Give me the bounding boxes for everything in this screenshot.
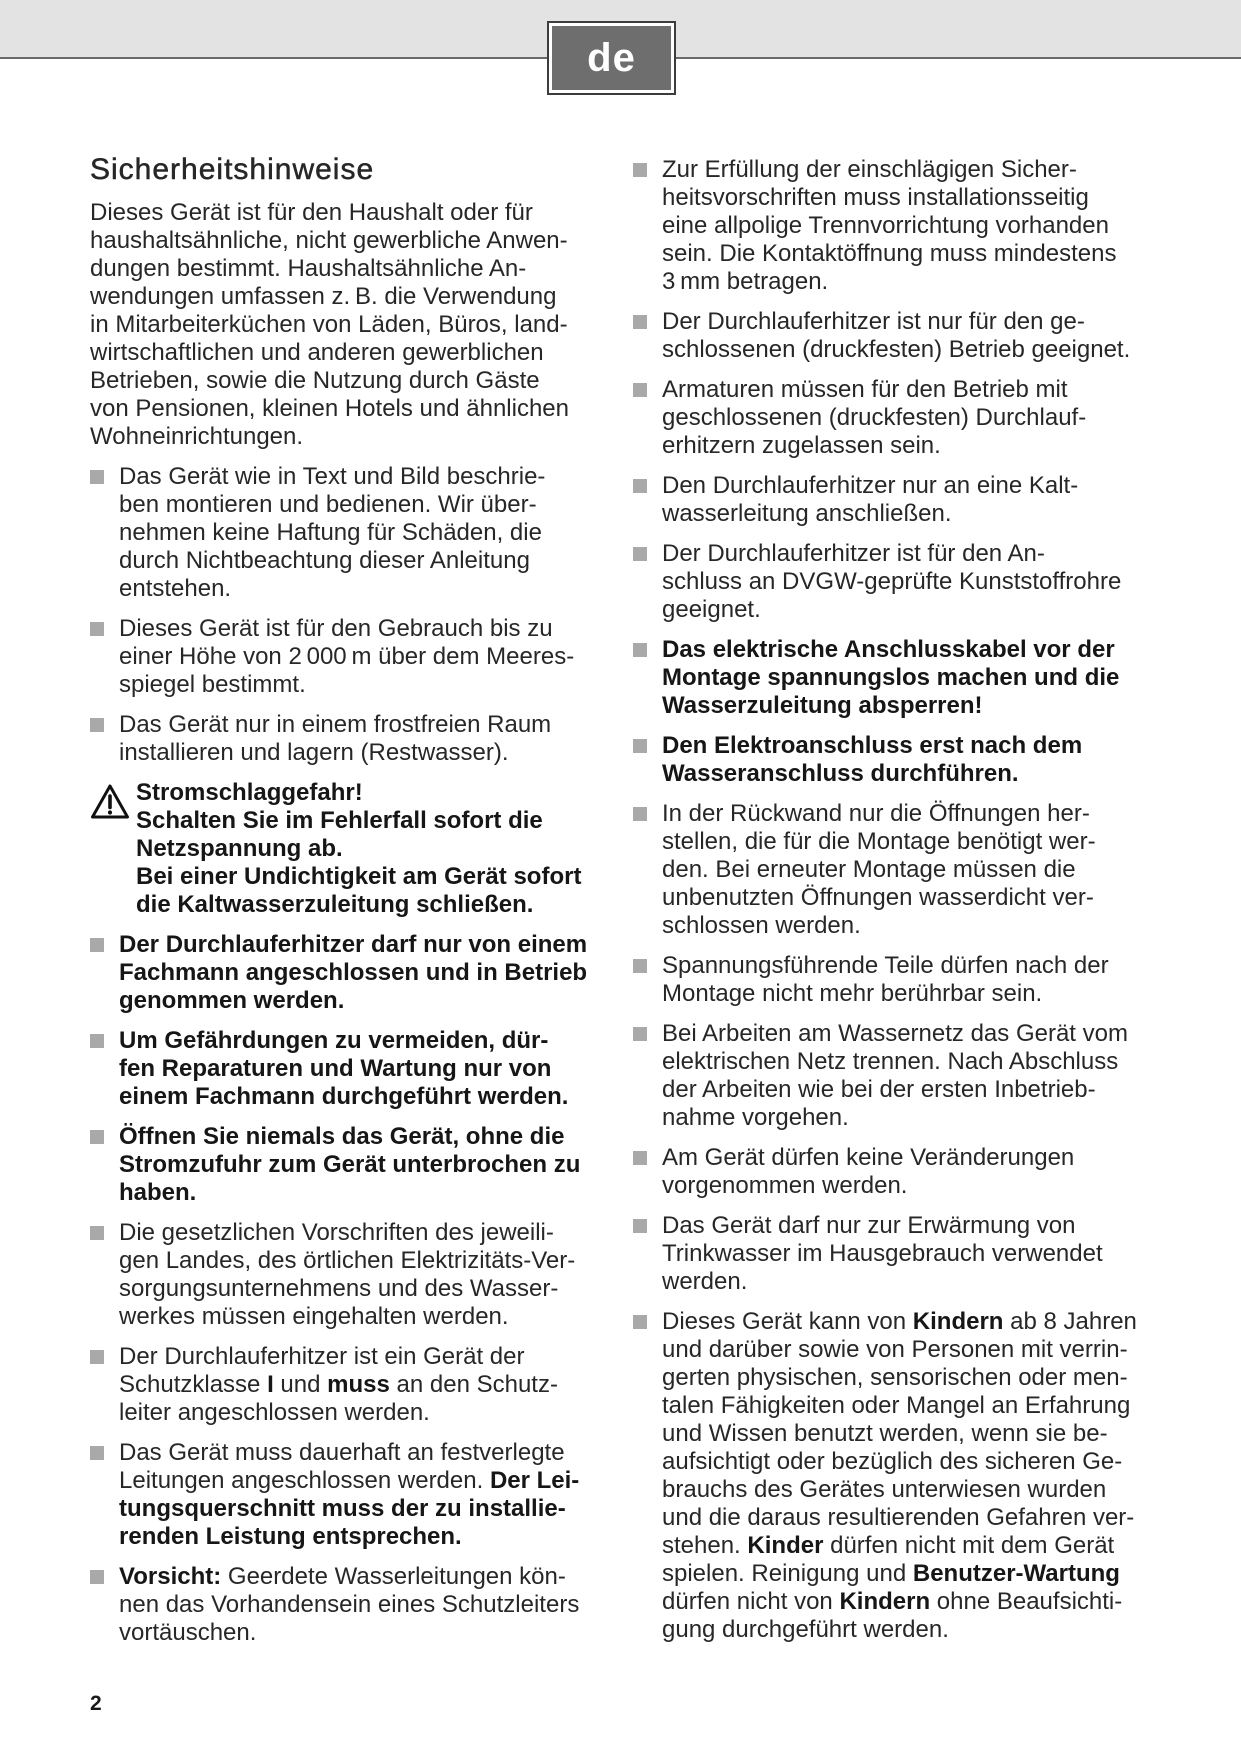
- text-line: Dieses Gerät ist für den Haushalt oder für: [90, 199, 533, 226]
- text-line: gung durchgeführt werden.: [662, 1616, 949, 1643]
- text-line: Netzspannung ab.: [136, 835, 343, 862]
- text-line: sorgungsunternehmens und des Wasser-: [119, 1275, 559, 1302]
- text-line: Schalten Sie im Fehlerfall sofort die: [136, 807, 543, 834]
- text-line: Bei Arbeiten am Wassernetz das Gerät vom: [662, 1020, 1128, 1047]
- text-line: nehmen keine Haftung für Schäden, die: [119, 519, 542, 546]
- text-line: dungen bestimmt. Haushaltsähnliche An-: [90, 255, 527, 282]
- text-line: wendungen umfassen z. B. die Verwendung: [90, 283, 557, 310]
- page-number: 2: [90, 1692, 102, 1715]
- bullet-text: [119, 1123, 610, 1207]
- text-line: Das Gerät wie in Text und Bild beschrie-: [119, 463, 546, 490]
- bullet-item: [633, 308, 1213, 364]
- text-line: 3 mm betragen.: [662, 268, 829, 295]
- text-run: ab 8 Jahren: [1003, 1308, 1137, 1335]
- text-line: Bei einer Undichtigkeit am Gerät sofort: [136, 863, 582, 890]
- bullet-item: [90, 1439, 610, 1551]
- text-line: nen das Vorhandensein eines Schutzleiters: [119, 1591, 580, 1618]
- text-run: und: [273, 1371, 328, 1398]
- text-run: an den Schutz-: [389, 1371, 558, 1398]
- text-line: installieren und lagern (Restwasser).: [119, 739, 509, 766]
- text-line: [119, 1371, 610, 1399]
- text-line: Stromschlaggefahr!: [136, 779, 363, 806]
- text-line: [119, 1467, 610, 1495]
- bullet-text: [662, 156, 1213, 296]
- text-line: leiter angeschlossen werden.: [119, 1399, 430, 1426]
- bullet-square-icon: [90, 718, 104, 732]
- bullet-square-icon: [633, 807, 647, 821]
- text-run: Schutzklasse: [119, 1371, 268, 1398]
- text-run: Dieses Gerät kann von: [662, 1308, 913, 1335]
- bullet-item: [90, 1563, 610, 1647]
- text-line: Montage nicht mehr berührbar sein.: [662, 980, 1043, 1007]
- text-line: werkes müssen eingehalten werden.: [119, 1303, 509, 1330]
- bullet-square-icon: [633, 383, 647, 397]
- text-line: Das Gerät darf nur zur Erwärmung von: [662, 1212, 1076, 1239]
- text-line: von Pensionen, kleinen Hotels und ähnlichen: [90, 395, 570, 422]
- bullet-text: [662, 1308, 1213, 1644]
- bullet-text: [119, 1439, 610, 1551]
- text-line: Den Durchlauferhitzer nur an eine Kalt-: [662, 472, 1079, 499]
- bold-text: Vorsicht:: [119, 1563, 222, 1590]
- text-line: Armaturen müssen für den Betrieb mit: [662, 376, 1068, 403]
- bullet-text: [662, 472, 1213, 528]
- bold-text: Kindern: [912, 1308, 1004, 1335]
- bullet-text: [662, 636, 1213, 720]
- text-line: heitsvorschriften muss installationsseitig: [662, 184, 1089, 211]
- text-line: gen Landes, des örtlichen Elektrizitäts-Ver-: [119, 1247, 576, 1274]
- text-line: Das Gerät nur in einem frostfreien Raum: [119, 711, 552, 738]
- language-code: de: [587, 35, 636, 80]
- bold-text: Kindern: [839, 1588, 931, 1615]
- bullet-text: [119, 463, 610, 603]
- text-line: Wohneinrichtungen.: [90, 423, 304, 450]
- warning-text: [136, 779, 610, 919]
- bullet-item: [633, 1212, 1213, 1296]
- bullet-item: [90, 1343, 610, 1427]
- bullet-item: [90, 931, 610, 1015]
- bullet-square-icon: [633, 1151, 647, 1165]
- bullet-square-icon: [633, 739, 647, 753]
- bullet-text: [662, 800, 1213, 940]
- bullet-text: [662, 308, 1213, 364]
- bullet-item: [90, 1027, 610, 1111]
- bullet-text: [662, 1212, 1213, 1296]
- text-line: [119, 1563, 610, 1591]
- text-run: dürfen nicht von: [662, 1588, 840, 1615]
- bullet-text: [662, 732, 1213, 788]
- intro-paragraph: [90, 199, 610, 451]
- text-line: entstehen.: [119, 575, 232, 602]
- language-tab-fill: [552, 26, 671, 90]
- section-title: Sicherheitshinweise: [90, 153, 375, 186]
- bullet-item: [90, 1219, 610, 1331]
- bold-text: muss: [327, 1371, 390, 1398]
- text-line: Das Gerät muss dauerhaft an festverlegte: [119, 1439, 565, 1466]
- bullet-square-icon: [90, 1446, 104, 1460]
- bullet-text: [119, 1027, 610, 1111]
- left-column: [90, 153, 610, 1659]
- text-line: erhitzern zugelassen sein.: [662, 432, 941, 459]
- text-line: Der Durchlauferhitzer ist ein Gerät der: [119, 1343, 525, 1370]
- text-line: Dieses Gerät ist für den Gebrauch bis zu: [119, 615, 553, 642]
- bold-text: Benutzer-Wartung: [912, 1560, 1120, 1587]
- text-line: [662, 1308, 1213, 1336]
- bullet-square-icon: [633, 547, 647, 561]
- text-line: [662, 1588, 1213, 1616]
- text-line: [119, 1495, 610, 1523]
- text-line: Die gesetzlichen Vorschriften des jeweili-: [119, 1219, 554, 1246]
- text-line: Fachmann angeschlossen und in Betrieb: [119, 959, 588, 986]
- text-line: werden.: [662, 1268, 748, 1295]
- bullet-item: [633, 1020, 1213, 1132]
- text-line: Betrieben, sowie die Nutzung durch Gäste: [90, 367, 540, 394]
- text-run: dürfen nicht mit dem Gerät: [823, 1532, 1115, 1559]
- text-line: Um Gefährdungen zu vermeiden, dür-: [119, 1027, 549, 1054]
- bullet-text: [119, 711, 610, 767]
- bullet-item: [633, 732, 1213, 788]
- bullet-item: [633, 472, 1213, 528]
- text-line: sein. Die Kontaktöffnung muss mindestens: [662, 240, 1117, 267]
- text-line: In der Rückwand nur die Öffnungen her-: [662, 800, 1090, 827]
- text-line: in Mitarbeiterküchen von Läden, Büros, land-: [90, 311, 568, 338]
- right-column: [633, 156, 1213, 1656]
- bullet-square-icon: [90, 622, 104, 636]
- text-line: schlossen werden.: [662, 912, 861, 939]
- bullet-square-icon: [633, 315, 647, 329]
- text-line: Spannungsführende Teile dürfen nach der: [662, 952, 1109, 979]
- bullet-square-icon: [633, 959, 647, 973]
- bullet-text: [662, 540, 1213, 624]
- text-line: und Wissen benutzt werden, wenn sie be-: [662, 1420, 1108, 1447]
- text-line: haben.: [119, 1179, 197, 1206]
- bullet-item: [633, 636, 1213, 720]
- text-line: vorgenommen werden.: [662, 1172, 908, 1199]
- text-run: ohne Beaufsichti-: [930, 1588, 1123, 1615]
- text-line: Trinkwasser im Hausgebrauch verwendet: [662, 1240, 1103, 1267]
- bullet-square-icon: [633, 643, 647, 657]
- bullet-square-icon: [90, 1034, 104, 1048]
- text-run: stehen.: [662, 1532, 748, 1559]
- text-line: Am Gerät dürfen keine Veränderungen: [662, 1144, 1075, 1171]
- text-line: wasserleitung anschließen.: [662, 500, 952, 527]
- bold-text: Kinder: [747, 1532, 824, 1559]
- text-line: wirtschaftlichen und anderen gewerblichen: [90, 339, 544, 366]
- bold-text: renden Leistung entsprechen.: [119, 1523, 462, 1550]
- text-line: talen Fähigkeiten oder Mangel an Erfahrung: [662, 1392, 1131, 1419]
- text-line: spiegel bestimmt.: [119, 671, 306, 698]
- bullet-item: [633, 1308, 1213, 1644]
- text-line: Den Elektroanschluss erst nach dem: [662, 732, 1083, 759]
- text-run: Geerdete Wasserleitungen kön-: [221, 1563, 566, 1590]
- bold-text: tungsquerschnitt muss der zu installie-: [119, 1495, 566, 1522]
- text-line: die Kaltwasserzuleitung schließen.: [136, 891, 534, 918]
- text-line: vortäuschen.: [119, 1619, 257, 1646]
- text-line: Der Durchlauferhitzer darf nur von einem: [119, 931, 588, 958]
- bullet-item: [633, 952, 1213, 1008]
- bullet-item: [90, 615, 610, 699]
- bullet-item: [90, 463, 610, 603]
- language-tab: [547, 21, 676, 95]
- bullet-item: [633, 540, 1213, 624]
- text-line: elektrischen Netz trennen. Nach Abschluss: [662, 1048, 1119, 1075]
- bullet-text: [119, 1343, 610, 1427]
- bullet-item: [633, 1144, 1213, 1200]
- text-line: stellen, die für die Montage benötigt wer-: [662, 828, 1096, 855]
- bullet-text: [119, 1219, 610, 1331]
- text-line: Das elektrische Anschlusskabel vor der: [662, 636, 1115, 663]
- text-line: [662, 1560, 1213, 1588]
- text-line: ben montieren und bedienen. Wir über-: [119, 491, 537, 518]
- text-line: Montage spannungslos machen und die: [662, 664, 1120, 691]
- text-run: Leitungen angeschlossen werden.: [119, 1467, 490, 1494]
- text-line: Zur Erfüllung der einschlägigen Sicher-: [662, 156, 1077, 183]
- bullet-text: [662, 952, 1213, 1008]
- text-line: genommen werden.: [119, 987, 345, 1014]
- text-line: fen Reparaturen und Wartung nur von: [119, 1055, 552, 1082]
- bullet-square-icon: [633, 1219, 647, 1233]
- text-line: Stromzufuhr zum Gerät unterbrochen zu: [119, 1151, 581, 1178]
- bullet-text: [119, 1563, 610, 1647]
- text-line: geschlossenen (druckfesten) Durchlauf-: [662, 404, 1087, 431]
- electric-shock-warning: [90, 779, 610, 919]
- bullet-square-icon: [633, 479, 647, 493]
- bullet-item: [633, 376, 1213, 460]
- text-line: brauchs des Gerätes unterwiesen wurden: [662, 1476, 1107, 1503]
- text-line: einer Höhe von 2 000 m über dem Meeres-: [119, 643, 575, 670]
- bullet-item: [90, 711, 610, 767]
- text-line: Wasseranschluss durchführen.: [662, 760, 1019, 787]
- text-line: und darüber sowie von Personen mit verrin-: [662, 1336, 1128, 1363]
- bullet-text: [662, 1144, 1213, 1200]
- text-line: Der Durchlauferhitzer ist für den An-: [662, 540, 1045, 567]
- bullet-text: [662, 376, 1213, 460]
- text-line: schluss an DVGW-geprüfte Kunststoffrohre: [662, 568, 1122, 595]
- text-line: nahme vorgehen.: [662, 1104, 849, 1131]
- text-line: durch Nichtbeachtung dieser Anleitung: [119, 547, 530, 574]
- bullet-square-icon: [90, 938, 104, 952]
- text-line: Der Durchlauferhitzer ist nur für den ge-: [662, 308, 1085, 335]
- bullet-square-icon: [90, 1350, 104, 1364]
- bullet-square-icon: [633, 163, 647, 177]
- text-line: gerten physischen, sensorischen oder men-: [662, 1364, 1128, 1391]
- text-line: einem Fachmann durchgeführt werden.: [119, 1083, 569, 1110]
- bullet-square-icon: [90, 1130, 104, 1144]
- bullet-square-icon: [90, 1226, 104, 1240]
- bullet-item: [633, 156, 1213, 296]
- bullet-item: [90, 1123, 610, 1207]
- text-line: schlossenen (druckfesten) Betrieb geeignet.: [662, 336, 1131, 363]
- text-line: aufsichtigt oder bezüglich des sicheren Ge-: [662, 1448, 1123, 1475]
- text-line: haushaltsähnliche, nicht gewerbliche Anwen-: [90, 227, 568, 254]
- text-line: Wasserzuleitung absperren!: [662, 692, 983, 719]
- text-line: und die daraus resultierenden Gefahren ver-: [662, 1504, 1135, 1531]
- bullet-text: [662, 1020, 1213, 1132]
- text-line: geeignet.: [662, 596, 761, 623]
- bullet-square-icon: [633, 1315, 647, 1329]
- bullet-text: [119, 615, 610, 699]
- text-line: eine allpolige Trennvorrichtung vorhanden: [662, 212, 1109, 239]
- text-line: der Arbeiten wie bei der ersten Inbetrieb-: [662, 1076, 1096, 1103]
- bullet-text: [119, 931, 610, 1015]
- bullet-square-icon: [90, 470, 104, 484]
- text-line: [662, 1532, 1213, 1560]
- bullet-square-icon: [633, 1027, 647, 1041]
- text-line: unbenutzten Öffnungen wasserdicht ver-: [662, 884, 1094, 911]
- bullet-square-icon: [90, 1570, 104, 1584]
- text-run: spielen. Reinigung und: [662, 1560, 913, 1587]
- text-line: [119, 1523, 610, 1551]
- bold-text: I: [267, 1371, 274, 1398]
- text-line: Öffnen Sie niemals das Gerät, ohne die: [119, 1123, 565, 1150]
- bold-text: Der Lei-: [489, 1467, 580, 1494]
- bullet-item: [633, 800, 1213, 940]
- warning-triangle-icon: [90, 783, 130, 820]
- text-line: den. Bei erneuter Montage müssen die: [662, 856, 1076, 883]
